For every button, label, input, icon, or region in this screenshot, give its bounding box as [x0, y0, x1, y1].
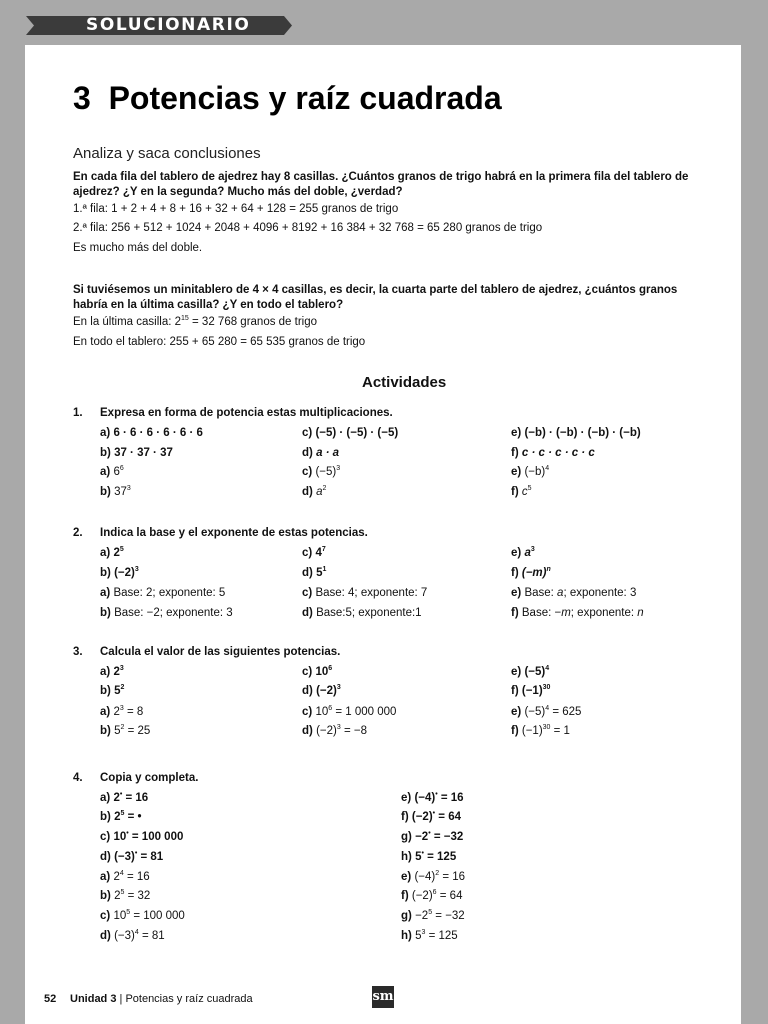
ex1-answer-b: b) $37^3$: [100, 485, 131, 498]
exercise-3-number: 3.: [73, 646, 83, 658]
ex4-question-h: h) 5• = 125: [401, 850, 457, 863]
exercise-1-statement: Expresa en forma de potencia estas multiplicaciones.: [100, 407, 393, 419]
intro-answer-2: 2.ª fila: 256 + 512 + 1024 + 2048 + 4096 + 8192 + 16 384 + 32 768 = 65 280 granos de trigo: [73, 222, 543, 234]
ex1-answer-a: a) $6^6$: [100, 465, 124, 478]
ex2-answer-f: f) Base: −m; exponente: n: [511, 607, 644, 619]
ex4-question-a: a) 2• = 16: [100, 791, 149, 804]
ex3-answer-a: a) $2^3 = 8$: [100, 705, 144, 718]
ex1-question-a: a) 6 · 6 · 6 · 6 · 6 · 6: [100, 427, 203, 439]
intro-answer-3: Es mucho más del doble.: [73, 242, 203, 254]
ex2-answer-a: a) Base: 2; exponente: 5: [100, 587, 226, 599]
intro-question-1: En cada fila del tablero de ajedrez hay 8 casillas. ¿Cuántos granos de trigo habrá en la primera fila del tablero de ajedrez? ¿Y en la segunda? Mucho más del doble, ¿verdad?: [73, 171, 689, 198]
ex1-question-d: d) a · a: [302, 447, 340, 459]
exercise-1-number: 1.: [73, 407, 83, 419]
ex4-question-f: f) (−2)• = 64: [401, 810, 462, 823]
footer-unit: Unidad 3 | Potencias y raíz cuadrada: [70, 993, 253, 1005]
ex2-answer-e: e) Base: a; exponente: 3: [511, 587, 637, 599]
exercise-4-statement: Copia y completa.: [100, 772, 199, 784]
ex3-answer-f: f) $(-1)^{30} = 1$: [511, 724, 570, 737]
exercise-4-number: 4.: [73, 772, 83, 784]
ex4-answer-d: d) $(-3)^4 = 81$: [100, 929, 165, 942]
ex4-answer-c: c) $10^5 = 100$ 000: [100, 909, 185, 922]
ex3-answer-c: c) $10^6 = 1$ 000 000: [302, 705, 397, 718]
ex3-answer-b: b) $5^2 = 25$: [100, 724, 151, 737]
ex1-answer-d: d) $a^2$: [302, 485, 327, 498]
page-title: 3 Potencias y raíz cuadrada: [73, 80, 502, 116]
ex2-question-b: b) $(-2)^3$: [100, 566, 139, 579]
right-margin-band: [741, 0, 768, 1024]
exercise-3-statement: Calcula el valor de las siguientes potencias.: [100, 646, 341, 658]
intro-answer-1: 1.ª fila: 1 + 2 + 4 + 8 + 16 + 32 + 64 + 128 = 255 granos de trigo: [73, 203, 399, 215]
ex2-question-d: d) $5^1$: [302, 566, 327, 579]
ex4-answer-e: e) $(-4)^2 = 16$: [401, 870, 466, 883]
ex4-question-e: e) (−4)• = 16: [401, 791, 464, 804]
exercise-2-statement: Indica la base y el exponente de estas potencias.: [100, 527, 368, 539]
ex3-answer-d: d) $(-2)^3 = -8$: [302, 724, 367, 737]
ex1-question-e: e) (−b) · (−b) · (−b) · (−b): [511, 427, 641, 439]
ex1-answer-c: c) $(-5)^3$: [302, 465, 341, 478]
ex1-answer-f: f) $c^5$: [511, 485, 532, 498]
intro-answer-5: En todo el tablero: 255 + 65 280 = 65 535 granos de trigo: [73, 336, 366, 348]
ex4-question-d: d) (−3)• = 81: [100, 850, 164, 863]
ex1-question-f: f) c · c · c · c · c: [511, 447, 595, 459]
ex3-question-c: c) $10^6$: [302, 665, 333, 678]
activities-heading: Actividades: [362, 374, 447, 391]
ex2-question-c: c) $4^7$: [302, 546, 326, 559]
ex2-question-f: f) $(-m)^n$: [511, 566, 551, 579]
ex4-question-c: c) 10• = 100 000: [100, 830, 184, 843]
ex2-answer-c: c) Base: 4; exponente: 7: [302, 587, 428, 599]
ex1-question-b: b) 37 · 37 · 37: [100, 447, 173, 459]
ex2-answer-b: b) Base: −2; exponente: 3: [100, 607, 233, 619]
ex3-question-a: a) $2^3$: [100, 665, 124, 678]
ex4-answer-f: f) $(-2)^6 = 64$: [401, 889, 463, 902]
left-margin-band: [0, 0, 25, 1024]
ex4-question-b: b) $2^5$ = •: [100, 810, 142, 823]
ex3-question-f: f) $(-1)^{30}$: [511, 684, 551, 697]
exercise-2-number: 2.: [73, 527, 83, 539]
ex3-question-d: d) $(-2)^3$: [302, 684, 341, 697]
ex4-answer-h: h) $5^3 = 125$: [401, 929, 458, 942]
ex4-answer-b: b) $2^5 = 32$: [100, 889, 151, 902]
ex3-question-e: e) $(-5)^4$: [511, 665, 550, 678]
ex1-answer-e: e) $(-b)^4$: [511, 465, 550, 478]
publisher-logo: sm: [372, 986, 394, 1008]
ex2-question-e: e) $a^3$: [511, 546, 535, 559]
ex4-answer-a: a) $2^4 = 16$: [100, 870, 150, 883]
banner-label: SOLUCIONARIO: [86, 15, 251, 35]
ex2-question-a: a) $2^5$: [100, 546, 124, 559]
ex1-question-c: c) (−5) · (−5) · (−5): [302, 427, 399, 439]
ex3-question-b: b) $5^2$: [100, 684, 125, 697]
ex3-answer-e: e) $(-5)^4 = 625$: [511, 705, 582, 718]
intro-question-2: Si tuviésemos un minitablero de 4 × 4 casillas, es decir, la cuarta parte del tablero de ajedrez, ¿cuántos granos habría en la última casilla? ¿Y en todo el tablero?: [73, 284, 678, 311]
ex4-question-g: g) −2• = −32: [401, 830, 464, 843]
page-number: 52: [44, 993, 57, 1005]
intro-answer-4: En la última casilla: $2^{15} = 32$ 768 granos de trigo: [73, 315, 318, 328]
ex2-answer-d: d) Base:5; exponente:1: [302, 607, 422, 619]
ex4-answer-g: $g) -2^5 = -32$: [401, 909, 465, 922]
section-subtitle: Analiza y saca conclusiones: [73, 145, 261, 162]
